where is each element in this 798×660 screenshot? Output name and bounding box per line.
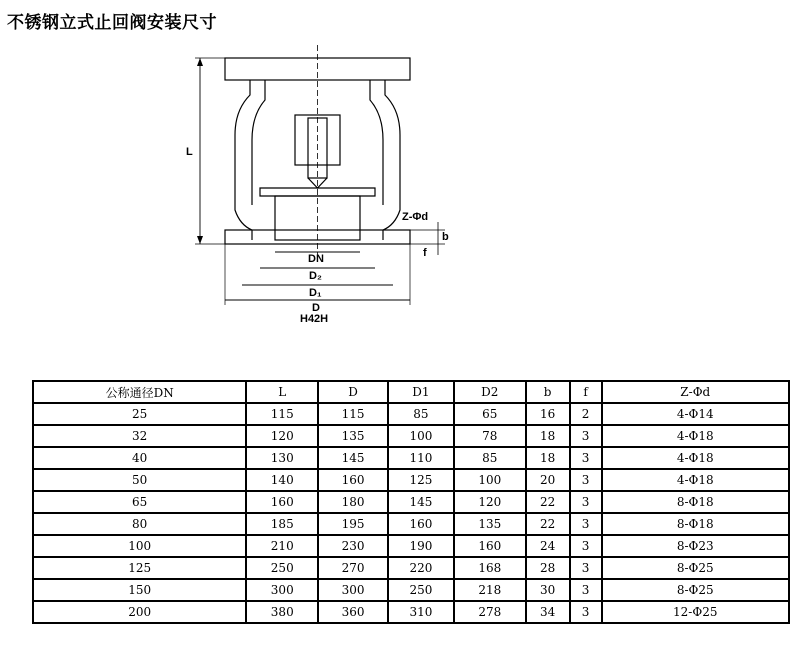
dim-label-b: b (442, 231, 449, 243)
table-row (33, 469, 789, 491)
table-row (33, 447, 789, 469)
header-d1: D1 (388, 381, 454, 403)
table-cell: 4-Φ18 (602, 469, 789, 491)
table-cell: 250 (246, 557, 318, 579)
table-cell: 3 (570, 535, 602, 557)
header-f: f (570, 381, 602, 403)
dim-label-D: D (312, 302, 320, 314)
table-cell: 4-Φ14 (602, 403, 789, 425)
header-zd: Z-Φd (602, 381, 789, 403)
table-cell: 278 (454, 601, 526, 623)
page-title: 不锈钢立式止回阀安装尺寸 (7, 13, 217, 33)
table-cell: 8-Φ18 (602, 513, 789, 535)
table-cell: 300 (246, 579, 318, 601)
table-cell: 3 (570, 601, 602, 623)
dim-label-D2: D₂ (309, 270, 322, 282)
table-cell: 120 (454, 491, 526, 513)
table-cell: 310 (388, 601, 454, 623)
table-cell: 130 (246, 447, 318, 469)
table-cell: 160 (318, 469, 388, 491)
header-d: D (318, 381, 388, 403)
table-cell: 218 (454, 579, 526, 601)
dimension-table (32, 380, 790, 624)
table-cell: 180 (318, 491, 388, 513)
table-cell: 125 (388, 469, 454, 491)
table-cell: 360 (318, 601, 388, 623)
header-b: b (526, 381, 570, 403)
table-cell: 50 (33, 469, 246, 491)
dim-label-DN: DN (308, 253, 324, 265)
table-row (33, 535, 789, 557)
table-cell: 3 (570, 447, 602, 469)
table-cell: 85 (388, 403, 454, 425)
table-row (33, 601, 789, 623)
table-cell: 300 (318, 579, 388, 601)
table-cell: 195 (318, 513, 388, 535)
table-cell: 65 (454, 403, 526, 425)
table-cell: 100 (33, 535, 246, 557)
table-cell: 210 (246, 535, 318, 557)
table-cell: 32 (33, 425, 246, 447)
table-cell: 160 (246, 491, 318, 513)
table-cell: 140 (246, 469, 318, 491)
table-cell: 150 (33, 579, 246, 601)
table-cell: 40 (33, 447, 246, 469)
table-cell: 115 (318, 403, 388, 425)
table-cell: 115 (246, 403, 318, 425)
table-cell: 24 (526, 535, 570, 557)
table-row (33, 513, 789, 535)
drawing-caption: H42H (300, 313, 329, 325)
table-cell: 160 (388, 513, 454, 535)
table-cell: 3 (570, 557, 602, 579)
table-row (33, 579, 789, 601)
table-cell: 145 (318, 447, 388, 469)
table-cell: 78 (454, 425, 526, 447)
dim-label-Zd: Z-Φd (402, 211, 429, 223)
table-header-row (33, 381, 789, 403)
table-cell: 110 (388, 447, 454, 469)
header-d2: D2 (454, 381, 526, 403)
table-cell: 25 (33, 403, 246, 425)
table-cell: 135 (318, 425, 388, 447)
table-cell: 100 (454, 469, 526, 491)
table-row (33, 403, 789, 425)
table-cell: 270 (318, 557, 388, 579)
table-body (33, 403, 789, 623)
table-cell: 3 (570, 513, 602, 535)
valve-drawing (180, 40, 460, 340)
table-cell: 3 (570, 425, 602, 447)
table-cell: 380 (246, 601, 318, 623)
table-cell: 168 (454, 557, 526, 579)
table-cell: 18 (526, 425, 570, 447)
dim-label-f: f (423, 247, 427, 259)
table-cell: 4-Φ18 (602, 425, 789, 447)
table-cell: 3 (570, 469, 602, 491)
table-cell: 125 (33, 557, 246, 579)
table-cell: 8-Φ25 (602, 579, 789, 601)
table-cell: 4-Φ18 (602, 447, 789, 469)
table-cell: 135 (454, 513, 526, 535)
table-cell: 8-Φ23 (602, 535, 789, 557)
table-cell: 230 (318, 535, 388, 557)
body-right (383, 80, 400, 240)
table-cell: 22 (526, 513, 570, 535)
table-cell: 3 (570, 579, 602, 601)
valve-section-svg (180, 40, 460, 340)
table-cell: 200 (33, 601, 246, 623)
table-cell: 18 (526, 447, 570, 469)
table-cell: 20 (526, 469, 570, 491)
table-row (33, 557, 789, 579)
table-cell: 34 (526, 601, 570, 623)
table-cell: 80 (33, 513, 246, 535)
table-cell: 185 (246, 513, 318, 535)
table-cell: 8-Φ25 (602, 557, 789, 579)
table-cell: 30 (526, 579, 570, 601)
table-cell: 190 (388, 535, 454, 557)
table-cell: 145 (388, 491, 454, 513)
body-left (235, 80, 252, 240)
table-cell: 28 (526, 557, 570, 579)
table-cell: 85 (454, 447, 526, 469)
header-l: L (246, 381, 318, 403)
table-cell: 2 (570, 403, 602, 425)
table-cell: 160 (454, 535, 526, 557)
header-dn: 公称通径DN (33, 381, 246, 403)
table-cell: 12-Φ25 (602, 601, 789, 623)
table-cell: 100 (388, 425, 454, 447)
table-row (33, 491, 789, 513)
table-cell: 65 (33, 491, 246, 513)
table-cell: 220 (388, 557, 454, 579)
dim-label-D1: D₁ (309, 287, 322, 299)
table-cell: 8-Φ18 (602, 491, 789, 513)
table-cell: 3 (570, 491, 602, 513)
table-cell: 120 (246, 425, 318, 447)
table-row (33, 425, 789, 447)
table-cell: 22 (526, 491, 570, 513)
table-cell: 16 (526, 403, 570, 425)
table-cell: 250 (388, 579, 454, 601)
dim-label-L: L (186, 146, 193, 158)
